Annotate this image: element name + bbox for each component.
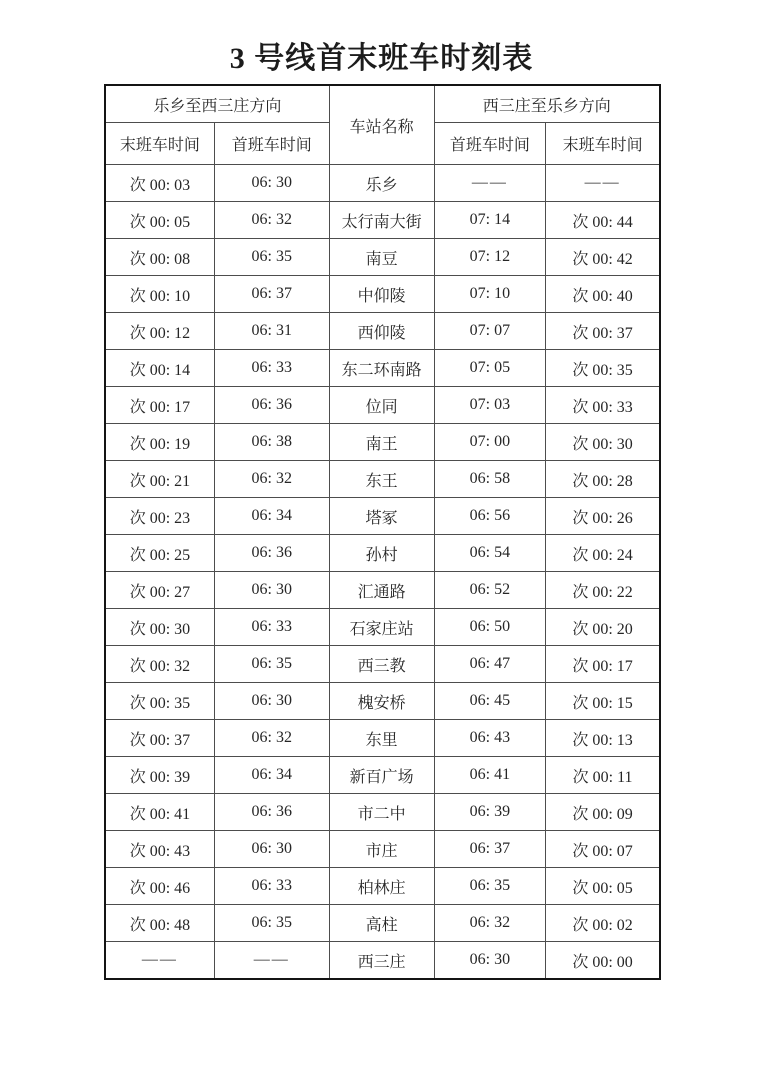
- left-first-train-cell: 06: 30: [214, 831, 329, 868]
- right-last-train-cell: 次 00: 15: [546, 683, 660, 720]
- table-row: [105, 350, 660, 387]
- right-last-train-cell: 次 00: 13: [546, 720, 660, 757]
- station-name-cell: 市庄: [329, 831, 434, 868]
- station-name-cell: 中仰陵: [329, 276, 434, 313]
- station-name-cell: 市二中: [329, 794, 434, 831]
- left-first-train-cell: 06: 36: [214, 387, 329, 424]
- station-name-cell: 乐乡: [329, 165, 434, 202]
- right-last-train-cell: 次 00: 00: [546, 942, 660, 980]
- station-name-cell: 东二环南路: [329, 350, 434, 387]
- right-first-train-cell: 06: 45: [434, 683, 546, 720]
- station-name-cell: 孙村: [329, 535, 434, 572]
- station-name-cell: 高柱: [329, 905, 434, 942]
- table-header-row-directions: [105, 85, 660, 123]
- right-last-train-cell: 次 00: 17: [546, 646, 660, 683]
- station-name-cell: 西三庄: [329, 942, 434, 980]
- right-first-train-cell: 07: 00: [434, 424, 546, 461]
- table-row: [105, 905, 660, 942]
- station-name-cell: 石家庄站: [329, 609, 434, 646]
- left-last-train-cell: 次 00: 30: [105, 609, 214, 646]
- direction-right-header: 西三庄至乐乡方向: [434, 85, 660, 123]
- right-first-train-cell: 07: 05: [434, 350, 546, 387]
- left-first-train-cell: 06: 35: [214, 239, 329, 276]
- left-first-train-cell: 06: 30: [214, 683, 329, 720]
- left-first-train-cell: 06: 38: [214, 424, 329, 461]
- right-last-train-cell: 次 00: 42: [546, 239, 660, 276]
- left-first-train-cell: 06: 35: [214, 905, 329, 942]
- table-row: [105, 572, 660, 609]
- right-first-train-cell: 06: 35: [434, 868, 546, 905]
- table-row: [105, 387, 660, 424]
- table-row: [105, 720, 660, 757]
- right-first-train-header: 首班车时间: [434, 123, 546, 165]
- table-row: [105, 461, 660, 498]
- right-first-train-cell: 07: 03: [434, 387, 546, 424]
- station-name-header: 车站名称: [329, 85, 434, 165]
- left-last-train-cell: 次 00: 32: [105, 646, 214, 683]
- station-name-cell: 东王: [329, 461, 434, 498]
- table-row: [105, 646, 660, 683]
- station-name-cell: 东里: [329, 720, 434, 757]
- right-first-train-cell: 06: 50: [434, 609, 546, 646]
- right-last-train-cell: 次 00: 44: [546, 202, 660, 239]
- right-first-train-cell: 06: 43: [434, 720, 546, 757]
- right-last-train-cell: 次 00: 02: [546, 905, 660, 942]
- left-first-train-cell: 06: 33: [214, 609, 329, 646]
- right-first-train-cell: 06: 30: [434, 942, 546, 980]
- left-last-train-cell: 次 00: 27: [105, 572, 214, 609]
- right-last-train-cell: 次 00: 33: [546, 387, 660, 424]
- table-row: [105, 831, 660, 868]
- table-row: [105, 868, 660, 905]
- left-last-train-cell: 次 00: 25: [105, 535, 214, 572]
- station-name-cell: 新百广场: [329, 757, 434, 794]
- table-row: [105, 165, 660, 202]
- station-name-cell: 塔冢: [329, 498, 434, 535]
- table-row: [105, 498, 660, 535]
- table-row: [105, 609, 660, 646]
- timetable-container: [104, 84, 661, 980]
- timetable-body: [105, 165, 660, 980]
- left-last-train-cell: 次 00: 14: [105, 350, 214, 387]
- right-first-train-cell: 06: 54: [434, 535, 546, 572]
- left-first-train-cell: 06: 34: [214, 498, 329, 535]
- direction-left-header: 乐乡至西三庄方向: [105, 85, 329, 123]
- right-last-train-cell: 次 00: 24: [546, 535, 660, 572]
- right-first-train-cell: 06: 41: [434, 757, 546, 794]
- left-first-train-cell: 06: 34: [214, 757, 329, 794]
- right-first-train-cell: 07: 12: [434, 239, 546, 276]
- left-first-train-cell: 06: 33: [214, 868, 329, 905]
- right-last-train-header: 末班车时间: [546, 123, 660, 165]
- right-first-train-cell: 06: 47: [434, 646, 546, 683]
- left-first-train-cell: 06: 35: [214, 646, 329, 683]
- table-row: [105, 794, 660, 831]
- table-row: [105, 313, 660, 350]
- left-first-train-cell: 06: 32: [214, 461, 329, 498]
- station-name-cell: 汇通路: [329, 572, 434, 609]
- right-last-train-cell: 次 00: 20: [546, 609, 660, 646]
- left-last-train-cell: 次 00: 23: [105, 498, 214, 535]
- left-first-train-header: 首班车时间: [214, 123, 329, 165]
- left-last-train-cell: 次 00: 17: [105, 387, 214, 424]
- station-name-cell: 西仰陵: [329, 313, 434, 350]
- station-name-cell: 南豆: [329, 239, 434, 276]
- right-last-train-cell: 次 00: 11: [546, 757, 660, 794]
- left-last-train-cell: 次 00: 48: [105, 905, 214, 942]
- right-first-train-cell: 06: 37: [434, 831, 546, 868]
- left-last-train-cell: 次 00: 37: [105, 720, 214, 757]
- station-name-cell: 槐安桥: [329, 683, 434, 720]
- right-first-train-cell: ——: [434, 165, 546, 202]
- right-last-train-cell: 次 00: 09: [546, 794, 660, 831]
- station-name-cell: 西三教: [329, 646, 434, 683]
- right-first-train-cell: 07: 07: [434, 313, 546, 350]
- left-first-train-cell: 06: 37: [214, 276, 329, 313]
- left-first-train-cell: 06: 36: [214, 794, 329, 831]
- station-name-cell: 柏林庄: [329, 868, 434, 905]
- left-first-train-cell: ——: [214, 942, 329, 980]
- left-first-train-cell: 06: 32: [214, 202, 329, 239]
- table-row: [105, 757, 660, 794]
- table-row: [105, 202, 660, 239]
- left-last-train-cell: 次 00: 39: [105, 757, 214, 794]
- right-last-train-cell: 次 00: 26: [546, 498, 660, 535]
- timetable: [104, 84, 661, 980]
- left-first-train-cell: 06: 30: [214, 572, 329, 609]
- right-last-train-cell: 次 00: 07: [546, 831, 660, 868]
- left-last-train-cell: 次 00: 41: [105, 794, 214, 831]
- station-name-cell: 南王: [329, 424, 434, 461]
- table-row: [105, 239, 660, 276]
- right-last-train-cell: 次 00: 22: [546, 572, 660, 609]
- table-row: [105, 424, 660, 461]
- right-last-train-cell: ——: [546, 165, 660, 202]
- right-last-train-cell: 次 00: 30: [546, 424, 660, 461]
- left-last-train-cell: 次 00: 35: [105, 683, 214, 720]
- table-row: [105, 683, 660, 720]
- left-last-train-cell: 次 00: 03: [105, 165, 214, 202]
- left-last-train-cell: 次 00: 21: [105, 461, 214, 498]
- right-first-train-cell: 06: 39: [434, 794, 546, 831]
- table-row: [105, 535, 660, 572]
- left-first-train-cell: 06: 30: [214, 165, 329, 202]
- left-last-train-cell: 次 00: 12: [105, 313, 214, 350]
- right-last-train-cell: 次 00: 35: [546, 350, 660, 387]
- left-first-train-cell: 06: 32: [214, 720, 329, 757]
- right-first-train-cell: 06: 52: [434, 572, 546, 609]
- left-last-train-cell: 次 00: 19: [105, 424, 214, 461]
- left-last-train-cell: 次 00: 10: [105, 276, 214, 313]
- right-first-train-cell: 06: 32: [434, 905, 546, 942]
- right-last-train-cell: 次 00: 05: [546, 868, 660, 905]
- right-last-train-cell: 次 00: 40: [546, 276, 660, 313]
- left-first-train-cell: 06: 33: [214, 350, 329, 387]
- left-last-train-cell: 次 00: 05: [105, 202, 214, 239]
- left-last-train-cell: 次 00: 46: [105, 868, 214, 905]
- right-first-train-cell: 07: 10: [434, 276, 546, 313]
- station-name-cell: 位同: [329, 387, 434, 424]
- left-last-train-cell: 次 00: 08: [105, 239, 214, 276]
- right-first-train-cell: 06: 58: [434, 461, 546, 498]
- left-first-train-cell: 06: 36: [214, 535, 329, 572]
- table-row: [105, 276, 660, 313]
- left-last-train-header: 末班车时间: [105, 123, 214, 165]
- right-first-train-cell: 07: 14: [434, 202, 546, 239]
- left-first-train-cell: 06: 31: [214, 313, 329, 350]
- table-row: [105, 942, 660, 980]
- left-last-train-cell: 次 00: 43: [105, 831, 214, 868]
- page-title: 3 号线首末班车时刻表: [229, 42, 534, 75]
- right-first-train-cell: 06: 56: [434, 498, 546, 535]
- right-last-train-cell: 次 00: 28: [546, 461, 660, 498]
- left-last-train-cell: ——: [105, 942, 214, 980]
- right-last-train-cell: 次 00: 37: [546, 313, 660, 350]
- station-name-cell: 太行南大街: [329, 202, 434, 239]
